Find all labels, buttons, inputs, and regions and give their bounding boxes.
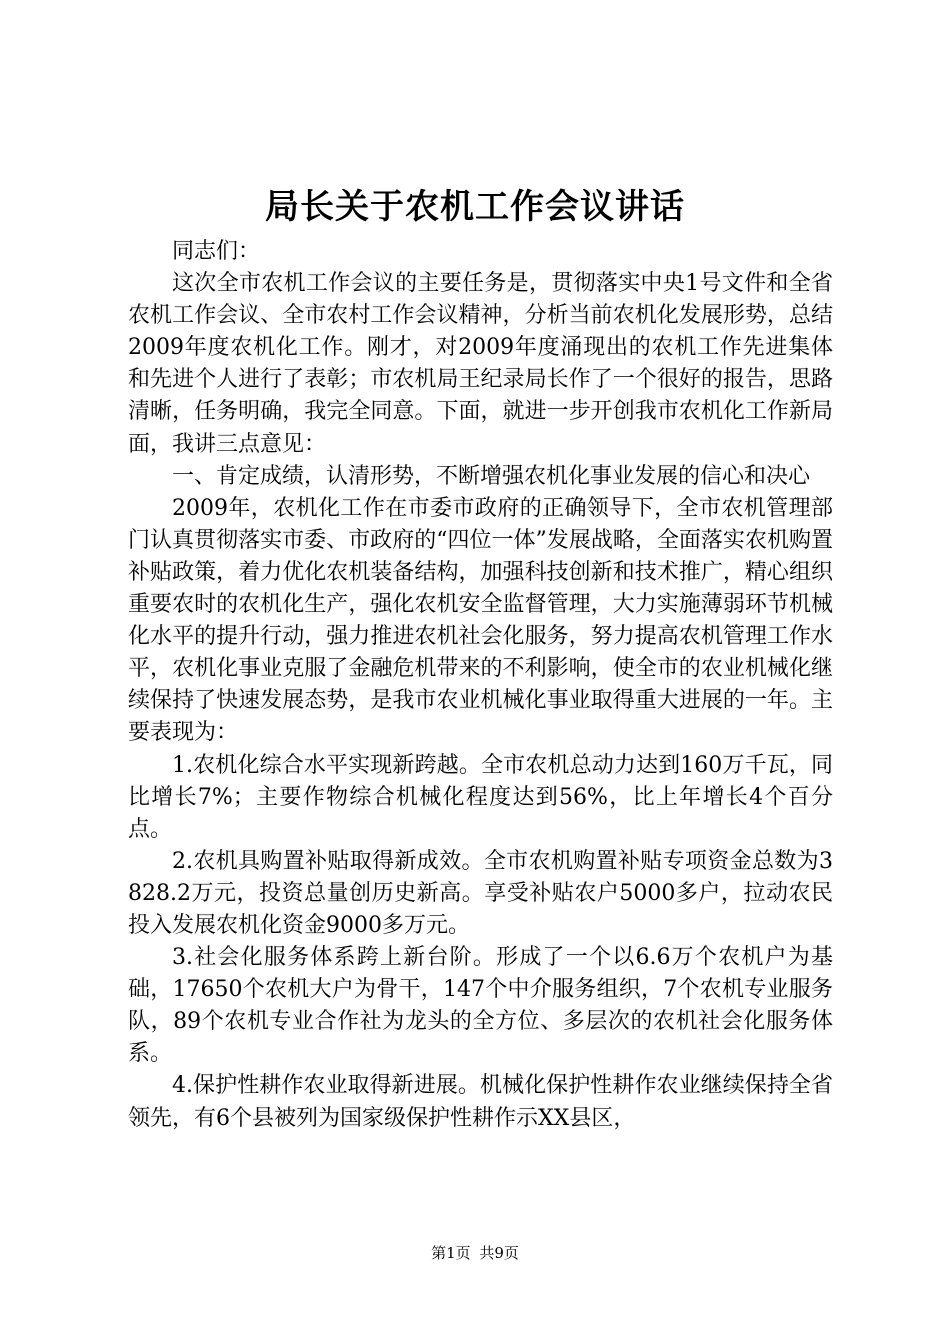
- list-item-2: 2.农机具购置补贴取得新成效。全市农机购置补贴专项资金总数为3828.2万元，投资总量创历史新高。享受补贴农户5000多户，拉动农民投入发展农机化资金9000多万元。: [128, 848, 833, 938]
- document-body: [128, 236, 833, 1135]
- list-item-1: 1.农机化综合水平实现新跨越。全市农机总动力达到160万千瓦，同比增长7%；主要作物综合机械化程度达到56%，比上年增长4个百分点。: [128, 752, 833, 842]
- salutation: 同志们：: [172, 239, 261, 264]
- page-number-footer: 第1页 共9页: [431, 1244, 519, 1262]
- paragraph-2009-summary: 2009年，农机化工作在市委市政府的正确领导下，全市农机管理部门认真贯彻落实市委、市政府的“四位一体”发展战略，全面落实农机购置补贴政策，着力优化农机装备结构，加强科技创新和技术推广，精心组织重要农时的农机化生产，强化农机安全监督管理，大力实施薄弱环节机械化水平的提升行动，强力推进农机社会化服务，努力提高农机管理工作水平，农机化事业克服了金融危机带来的不利影响，使全市的农业机械化继续保持了快速发展态势，是我市农业机械化事业取得重大进展的一年。主要表现为：: [128, 495, 833, 746]
- document-title: 局长关于农机工作会议讲话: [265, 187, 685, 227]
- list-item-3: 3.社会化服务体系跨上新台阶。形成了一个以6.6万个农机户为基础，17650个农机大户为骨干，147个中介服务组织，7个农机专业服务队，89个农机专业合作社为龙头的全方位、多层次的农机社会化服务体系。: [128, 945, 833, 1067]
- section-heading-1: 一、肯定成绩，认清形势，不断增强农机化事业发展的信心和决心: [172, 463, 811, 489]
- paragraph-intro: 这次全市农机工作会议的主要任务是，贯彻落实中央1号文件和全省农机工作会议、全市农村工作会议精神，分析当前农机化发展形势，总结2009年度农机化工作。刚才，对2009年度涌现出的农机工作先进集体和先进个人进行了表彰；市农机局王纪录局长作了一个很好的报告，思路清晰，任务明确，我完全同意。下面，就进一步开创我市农机化工作新局面，我讲三点意见：: [128, 271, 833, 457]
- list-item-4: 4.保护性耕作农业取得新进展。机械化保护性耕作农业继续保持全省领先，有6个县被列为国家级保护性耕作示XX县区，: [128, 1073, 833, 1131]
